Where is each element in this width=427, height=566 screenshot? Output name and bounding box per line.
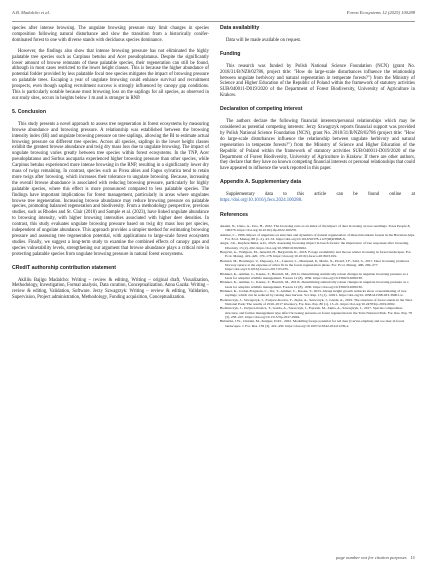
reference-item: Akashi, N., Unno, A., Uno, H., 2022. The browsing ratio as an index of the impact of deer browsing on tree seedlings. Trees People 8, 100270. https://doi.org/10.1016/j.tfp.2022.100270.	[220, 223, 411, 233]
appendix-text-prefix: Supplementary data to this article can be found online at	[226, 192, 415, 198]
reference-item: Bödeker, K., Ammer, C., Knoke, T., Heurich, M., 2021b. Determining statistically robust changes in ungulate browsing pressure as a basis for adaptive wildlife management. Forests 12 (8), 1030. https://doi.org/10.3390/f12081030.	[220, 280, 409, 289]
running-header	[12, 10, 415, 20]
header-rule	[12, 21, 415, 22]
header-authors: A.B. Madalcho et al.	[12, 10, 51, 15]
reference-item: Bodziarczyk, J., Szwagrzyk, J., Zwijacz-Kozica, T., Zięba, A., Szewczyk, J., Gazda, A., 2019. The structure of forest stands in the Tatra National Park: The results of 2016–2017 inventory. For. Res. Pap. 80 (1), 13–21. https://doi.org/10.2478/frp-2019-0002.	[220, 297, 413, 307]
page-footer	[336, 555, 415, 560]
references-heading: References	[220, 211, 248, 218]
page-number: 11	[410, 555, 415, 560]
funding-text: This research was funded by Polish National Science Foundation (NCN) (grant No. 2018/31/B/NZ8/02786, project title: "How do large-scale disturbances influence the relationship between ungulate herbivory and natural regeneration in temperate forests?") from the Ministry of Science and Higher Education of the Republic of Poland within the framework of statutory activities SUB/040011-D019/2020 of the Department of Forest Biodiversity, University of Agriculture in Krakow.	[220, 63, 415, 99]
supplementary-doi-link[interactable]: https://doi.org/10.1016/j.fecs.2024.100288	[220, 198, 302, 204]
intro-paragraph: However, the findings also show that intense browsing pressure has not eliminated the highly palatable tree species such as Carpinus betulus and Acer pseudoplatanus. Despite the significantly lower amount of browse remnants of these palatable species, their regeneration can still be found, although in most cases restricted to the lower height classes. This is because the higher abundance of potential fodder provided by less palatable focal tree species mitigates the impact of browsing pressure on palatable trees. Escaping a year of ungulate browsing could enhance survival and recruitment prospects, even though sapling recruitment success is strongly influenced by canopy gap conditions. This is particularly notable because most browsing loss on the saplings for all species, as observed in our study sites, occurs in heights below 1 m and is stronger in RNP.	[12, 48, 209, 101]
header-journal: Forest Ecosystems 12 (2025) 100288	[346, 10, 415, 15]
declaration-heading: Declaration of competing interest	[220, 106, 303, 113]
intro-paragraph: species after intense browsing. The ungulate browsing pressure may limit changes in species composition following natural disturbance and slow the transition from a historically conifer-dominated forest to one with diverse stands with deciduous species dominance.	[12, 26, 209, 43]
reference-list	[220, 224, 415, 328]
right-column	[220, 26, 415, 328]
left-column	[12, 26, 209, 306]
credit-heading: CRediT authorship contribution statement	[12, 264, 117, 271]
data-availability-text: Data will be made available on request.	[226, 37, 302, 43]
funding-heading: Funding	[220, 50, 241, 57]
appendix-text	[220, 192, 415, 204]
reference-item: Bernard, M., Boulanger, V., Dupouey, J.L., Laurent, L., Montpied, P., Morin, X., Picard, J.F., Saïd, S., 2017. Deer browsing promotes Norway spruce at the expense of silver fir in the forest regeneration phase. For. Ecol. Manag. 400, 269–277. https://doi.org/10.1016/j.foreco.2017.05.035.	[220, 258, 410, 272]
reference-item: Bödeker, K., Ammer, C., Knoke, T., Heurich, M., 2021a. Determining statistically robust changes in ungulate browsing pressure as a basis for adaptive wildlife management. Forests 12 (8), 1030. https://doi.org/10.3390/f12081030.	[220, 271, 409, 280]
reference-item: Bergvist, G., Wallgren, M., Jernelid, H., Bergström, R., 2018. Forage availability and moose winter browsing in forest landscapes. For. Ecol. Manag. 419–420, 170–178. https://doi.org/10.1016/j.foreco.2018.03.019.	[220, 249, 412, 259]
reference-item: Bödeker, K., Jordan-Fragstein, C., Vor, T., Ammer, C., Knoke, T., 2023. Abrupt height growth setbacks show overestimating of tree saplings, which can be reduced by raising deer harvest. Sci. Rep. 13 (1), 12021. https://doi.org/10.1038/s41598-023-39001-w.	[220, 289, 407, 298]
reference-item: Ammer, C., 1996. Impact of ungulates on structure and dynamics of natural regeneration of mixed mountain forests in the Bavarian Alps. For. Ecol. Manag. 88 (1–2), 43–53. https://doi.org/10.1016/S0378-1127(96)03808-X.	[220, 232, 415, 241]
conclusion-paragraph: This study presents a novel approach to assess tree regeneration in forest ecosystems by measuring browse abundance and browsing pressure. A relationship was established between the browsing intensity index (BI) and ungulate browsing pressure on tree saplings, allowing the BI to estimate actual browsing pressure on different tree species. Across all species, saplings in the lower height classes exhibit the greatest browse abundance and twig dry mass loss due to ungulate browsing. The impact of ungulate browsing varies greatly between tree species within forest ecosystems. In the TNP, Acer pseudoplatanus and Sorbus aucuparia experienced higher browsing pressure than other species, while Carpinus betulus experienced more intense browsing in the RNP, resulting in a significantly lower dry mass of twigs remaining. In contrast, species such as Picea abies and Fagus sylvatica tend to retain more twigs after browsing, which increases their tolerance to ungulate browsing. Because, increasing the overall browse abundance is associated with reducing browsing pressure, particularly for highly palatable species, where this effect is more pronounced compared to less palatable species. The findings have important implications for forest management, particularly in areas where ungulates browse tree regeneration. Increasing browse abundance may reduce browsing pressure on palatable species, promoting balanced regeneration and biodiversity. From a methodology perspective, previous studies, such as Rhodes and St. Clair (2018) and Sample et al. (2023), have linked ungulate abundance to browsing intensity, with higher browsing intensities associated with higher deer densities. In contrast, this study evaluates ungulate browsing pressure based on twig dry mass loss per species, independent of ungulate abundance. This approach provides a simpler method for estimating browsing pressure and assessing tree regeneration potential, with applications to large-scale forest ecosystem studies. Finally, we suggest a long-term study to examine the combined effects of canopy gaps and species vulnerability levels, strengthening our argument that browse abundance plays a critical role in protecting palatable species from ungulate browsing pressure in natural forest ecosystems.	[12, 121, 209, 257]
footer-note: page number not for citation purposes	[336, 555, 407, 560]
reference-item: Bubnicki, J.W., Churski, M., Kuijper, D.P.J., 2022. Modelling forage potential for red deer (Cervus elaphus) and roe deer in forest landscapes. J. For. Res. 139 (3), 419–430. https://doi.org/10.1007/s10342-019-01239-x.	[220, 319, 405, 328]
conclusion-heading: 5. Conclusion	[12, 108, 47, 115]
appendix-text-suffix: .	[301, 198, 303, 204]
credit-paragraph: Akililu Bajigo Madalcho: Writing – review & editing, Writing – original draft, Visualization, Methodology, Investigation, Formal analysis, Data curation, Conceptualization. Anna Gazda: Writing – review & editing, Validation, Software. Jerzy Szwagrzyk: Writing – review & editing, Validation, Supervision, Project administration, Methodology, Funding acquisition, Conceptualization.	[12, 277, 209, 301]
reference-item: Bodziarczyk, J., Zwijacz-Kozica, T., Gazda, A., Szewczyk, J., Frączek, M., Zięba, A., Szwagrzyk, J., 2017. Species composition, structure, and former management type affect browsing pressure on forest regeneration in the Tatra National Park. For. Res. Pap. 78 (3), 238–247. https://doi.org/10.1515/frp-2017-0026.	[220, 306, 412, 320]
declaration-text: The authors declare the following financial interests/personal relationships which may be considered as potential competing interests: Jerzy Szwagrzyk reports financial support was provided by Polish National Science Foundation (NCN), grant No. 2018/31/B/NZ8/02786 (project title: "How do large-scale disturbances influence the relationship between ungulate herbivory and natural regeneration in temperate forests?") from the Ministry of Science and Higher Education of the Republic of Poland within the framework of statutory activities SUB/040011-D019/2020 of the Department of Forest Biodiversity, University of Agriculture in Krakow. If there are other authors, they declare that they have no known competing financial interests or personal relationships that could have appeared to influence the work reported in this paper.	[220, 119, 415, 172]
reference-item: Angst, J.K., Kupferschmid, A.D., 2023. Assessing browsing impact in beech forests: the importance of tree responses after browsing. Diversity 15 (2), 262. https://doi.org/10.3390/d15020262.	[220, 241, 410, 250]
appendix-heading: Appendix A. Supplementary data	[220, 179, 302, 186]
data-availability-heading: Data availability	[220, 25, 260, 31]
